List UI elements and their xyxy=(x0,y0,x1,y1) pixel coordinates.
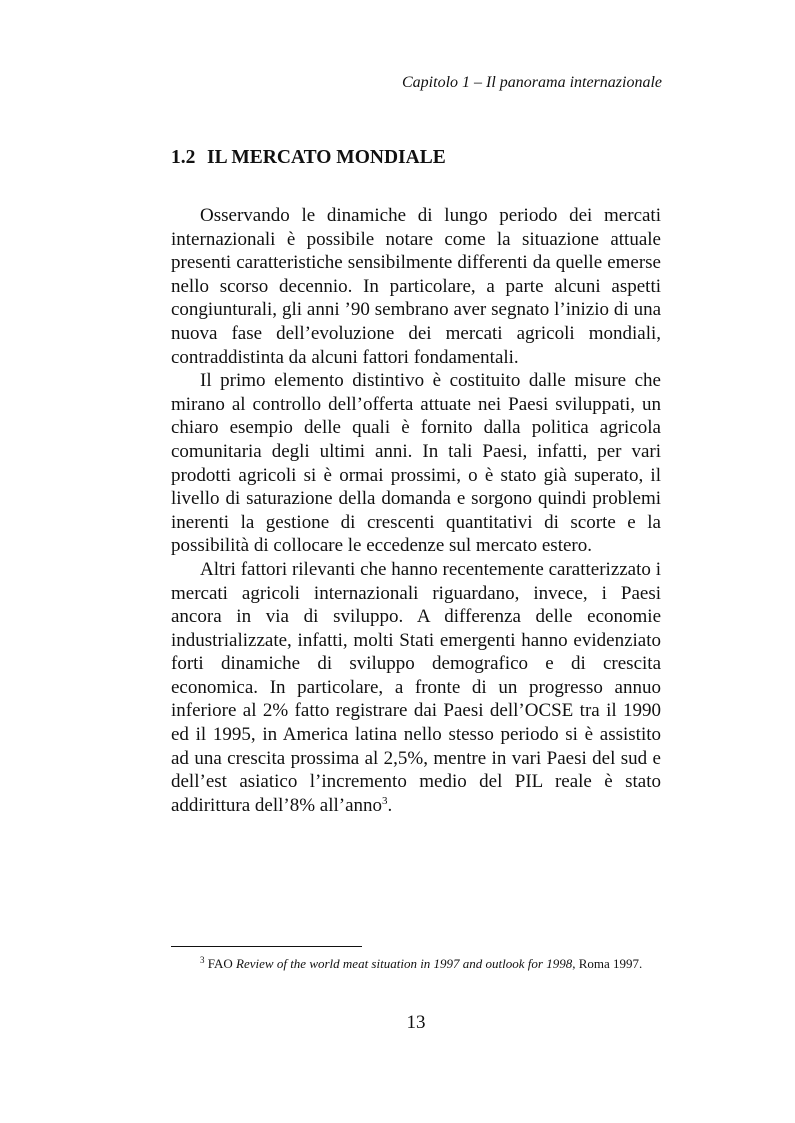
paragraph-3-tail: . xyxy=(387,794,393,816)
footnote-reference: 3 xyxy=(382,794,388,807)
section-number: 1.2 xyxy=(171,147,196,168)
paragraph-3 xyxy=(171,558,661,818)
section-heading xyxy=(171,147,446,169)
footnote-divider xyxy=(171,946,362,947)
paragraph-2: Il primo elemento distintivo è costituito dalle misure che mirano al controllo dell’offerta attuate nei Paesi sviluppati, un chiaro esempio delle quali è fornito dalla politica agricola comunitaria degli ultimi anni. In tali Paesi, infatti, per vari prodotti agricoli si è ormai prossimi, o è stato già superato, il livello di saturazione della domanda e sorgono quindi problemi inerenti la gestione di crescenti quantitativi di scorte e la possibilità di collocare le eccedenze sul mercato estero. xyxy=(171,370,661,557)
footnote-rest: , Roma 1997. xyxy=(572,956,643,971)
footnote-source: FAO xyxy=(207,956,233,971)
footnote-title: Review of the world meat situation in 1997 and outlook for 1998 xyxy=(236,956,573,971)
paragraph-1: Osservando le dinamiche di lungo periodo dei mercati internazionali è possibile notare come la situazione attuale presenti caratteristiche sensibilmente differenti da quelle emerse nello scorso decennio. In particolare, a parte alcuni aspetti congiunturali, gli anni ’90 sembrano aver segnato l’inizio di una nuova fase dell’evoluzione dei mercati agricoli mondiali, contraddistinta da alcuni fattori fondamentali. xyxy=(171,205,661,368)
body-text xyxy=(171,204,661,817)
paragraph-3-text: Altri fattori rilevanti che hanno recentemente caratterizzato i mercati agricoli internazionali riguardano, invece, i Paesi ancora in via di sviluppo. A differenza delle economie industrializzate, infatti, molti Stati emergenti hanno evidenziato forti dinamiche di sviluppo demografico e di crescita economica. In particolare, a fronte di un progresso annuo inferiore al 2% fatto registrare dai Paesi dell’OCSE tra il 1990 ed il 1995, in America latina nello stesso periodo si è assistito ad una crescita prossima al 2,5%, mentre in vari Paesi del sud e dell’est asiatico l’incremento medio del PIL reale è stato addirittura dell’8% all’anno xyxy=(171,558,661,816)
running-header: Capitolo 1 – Il panorama internazionale xyxy=(402,74,662,91)
section-title: IL MERCATO MONDIALE xyxy=(207,147,446,168)
footnote xyxy=(200,956,642,972)
page-number: 13 xyxy=(406,1012,426,1033)
footnote-marker: 3 xyxy=(200,955,205,965)
